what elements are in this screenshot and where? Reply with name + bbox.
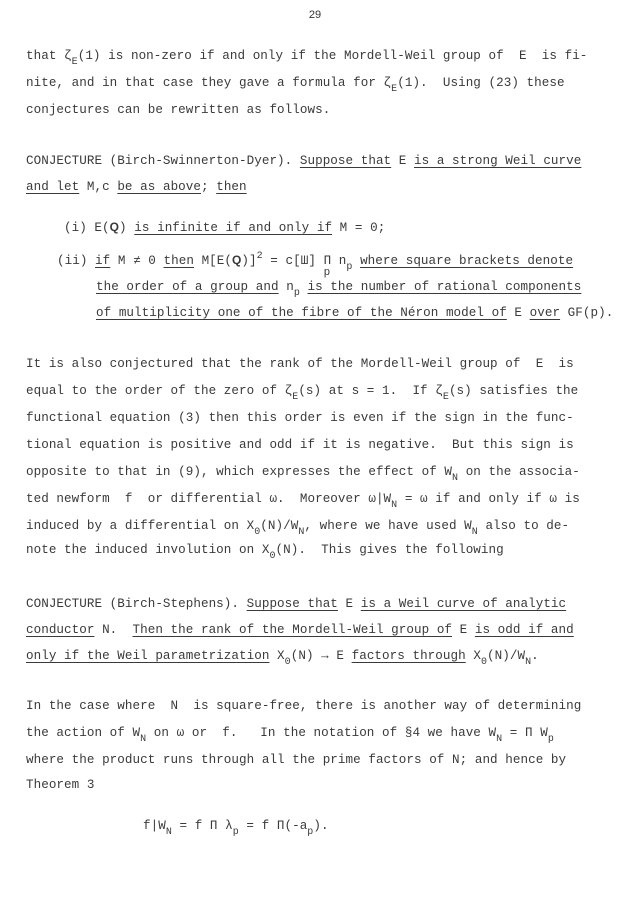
underlined-text: and let bbox=[26, 180, 80, 194]
rationals-symbol: Q bbox=[109, 220, 120, 234]
text: (s) at s = 1. If ζ bbox=[298, 384, 443, 398]
text: on the associa- bbox=[458, 465, 580, 479]
para2-line3: functional equation (3) then this order is even if the sign in the func- bbox=[26, 411, 574, 425]
text: . bbox=[531, 649, 539, 663]
subscript: p bbox=[293, 288, 300, 299]
para3-line2 bbox=[26, 725, 554, 745]
underlined-text: be as above bbox=[117, 180, 201, 194]
text: = f Π(-a bbox=[238, 819, 308, 833]
product-symbol bbox=[323, 253, 332, 279]
underlined-text: where square brackets denote bbox=[360, 254, 574, 268]
conjecture-label: CONJECTURE (Birch-Swinnerton-Dyer). bbox=[26, 154, 300, 168]
item-label: (i) E( bbox=[64, 221, 110, 235]
page-number: 29 bbox=[308, 9, 322, 21]
subscript: 0 bbox=[284, 657, 291, 668]
underlined-text: is infinite if and only if bbox=[134, 221, 333, 235]
subscript: E bbox=[391, 84, 398, 95]
text: the action of W bbox=[26, 726, 141, 740]
text: equal to the order of the zero of ζ bbox=[26, 384, 293, 398]
text: nite, and in that case they gave a formula for ζ bbox=[26, 76, 392, 90]
text bbox=[352, 254, 360, 268]
conjecture-bsd-line2 bbox=[26, 179, 247, 195]
text: (N) → E bbox=[290, 649, 352, 663]
text: (1). Using (23) these bbox=[397, 76, 565, 90]
item-label: (ii) bbox=[57, 254, 96, 268]
text: E bbox=[506, 306, 530, 320]
text: (1) is non-zero if and only if the Mordell-Weil group of E is fi- bbox=[77, 49, 588, 63]
subscript: E bbox=[442, 392, 449, 403]
underlined-text: of multiplicity one of the fibre of the Néron model of bbox=[96, 306, 507, 320]
text: E bbox=[337, 597, 361, 611]
text: = c[Ш] bbox=[262, 254, 324, 268]
conjecture-bsd-item-ii-line2 bbox=[96, 279, 582, 299]
text: (N)/W bbox=[487, 649, 526, 663]
text: M[E( bbox=[193, 254, 233, 268]
underlined-text: if bbox=[95, 254, 111, 268]
text: GF(p). bbox=[560, 306, 614, 320]
text: M ≠ 0 bbox=[110, 254, 164, 268]
superscript: 2 bbox=[256, 251, 263, 262]
text: n bbox=[278, 280, 294, 294]
subscript: E bbox=[71, 57, 78, 68]
product-sign: Π bbox=[323, 254, 332, 268]
text: (s) satisfies the bbox=[448, 384, 579, 398]
subscript: N bbox=[452, 473, 459, 484]
text: opposite to that in (9), which expresses the effect of W bbox=[26, 465, 453, 479]
conjecture-bsd-item-i bbox=[64, 219, 385, 236]
underlined-text: factors through bbox=[351, 649, 466, 663]
text: = ω if and only if ω is bbox=[397, 492, 580, 506]
underlined-text: is a Weil curve of analytic bbox=[360, 597, 567, 611]
text: )] bbox=[241, 254, 257, 268]
text: ; bbox=[201, 180, 217, 194]
text: N. bbox=[94, 623, 133, 637]
text: M = 0; bbox=[332, 221, 386, 235]
text: on ω or f. In the notation of §4 we have W bbox=[146, 726, 497, 740]
text: note the induced involution on X bbox=[26, 543, 270, 557]
text: f|W bbox=[143, 819, 166, 833]
para2-line8 bbox=[26, 542, 504, 562]
para3-line1: In the case where N is square-free, there is another way of determining bbox=[26, 699, 582, 713]
subscript: N bbox=[471, 527, 478, 538]
subscript: 0 bbox=[269, 551, 276, 562]
underlined-text: Suppose that bbox=[299, 154, 392, 168]
text: also to de- bbox=[477, 519, 570, 533]
underlined-text: over bbox=[529, 306, 561, 320]
text: n bbox=[331, 254, 347, 268]
underlined-text: is a strong Weil curve bbox=[414, 154, 582, 168]
rationals-symbol: Q bbox=[232, 253, 242, 267]
subscript: p bbox=[547, 734, 554, 745]
para2-line5 bbox=[26, 464, 580, 484]
text: (N)/W bbox=[260, 519, 299, 533]
text: ted newform f or differential ω. Moreover ω|W bbox=[26, 492, 392, 506]
text: ) bbox=[119, 221, 135, 235]
underlined-text: conductor bbox=[26, 623, 95, 637]
text: induced by a differential on X bbox=[26, 519, 255, 533]
conjecture-bs-line3 bbox=[26, 648, 539, 668]
conjecture-label: CONJECTURE (Birch-Stephens). bbox=[26, 597, 247, 611]
text: = Π W bbox=[502, 726, 548, 740]
para2-line2 bbox=[26, 383, 579, 403]
subscript: p bbox=[232, 827, 239, 838]
underlined-text: then bbox=[163, 254, 194, 268]
display-formula bbox=[143, 818, 329, 838]
subscript: N bbox=[140, 734, 147, 745]
text: E bbox=[391, 154, 414, 168]
underlined-text: Then the rank of the Mordell-Weil group of bbox=[132, 623, 453, 637]
para2-line6 bbox=[26, 491, 580, 511]
text: that ζ bbox=[26, 49, 72, 63]
subscript: N bbox=[298, 527, 305, 538]
para2-line1: It is also conjectured that the rank of the Mordell-Weil group of E is bbox=[26, 357, 574, 371]
conjecture-bsd-line1 bbox=[26, 153, 581, 169]
para1-line1 bbox=[26, 48, 588, 68]
conjecture-bsd-item-ii bbox=[57, 251, 574, 279]
subscript: 0 bbox=[480, 657, 488, 668]
underlined-text: then bbox=[216, 180, 247, 194]
subscript: p bbox=[346, 262, 353, 273]
conjecture-bs-line1 bbox=[26, 596, 566, 612]
para3-line3: where the product runs through all the prime factors of N; and hence by bbox=[26, 753, 567, 767]
underlined-text: is the number of rational components bbox=[307, 280, 582, 294]
subscript: N bbox=[496, 734, 503, 745]
subscript: N bbox=[165, 827, 172, 838]
text: ). bbox=[313, 819, 329, 833]
text: X bbox=[465, 649, 481, 663]
subscript: N bbox=[525, 657, 532, 668]
subscript: 0 bbox=[254, 527, 261, 538]
subscript: E bbox=[292, 392, 299, 403]
para2-line4: tional equation is positive and odd if it is negative. But this sign is bbox=[26, 438, 574, 452]
para1-line2 bbox=[26, 75, 565, 95]
text: (N). This gives the following bbox=[275, 543, 504, 557]
subscript: p bbox=[307, 827, 314, 838]
para3-line4: Theorem 3 bbox=[26, 778, 95, 792]
conjecture-bs-line2 bbox=[26, 622, 574, 638]
underlined-text: Suppose that bbox=[246, 597, 338, 611]
para2-line7 bbox=[26, 518, 570, 538]
conjecture-bsd-item-ii-line3 bbox=[96, 305, 613, 321]
text: E bbox=[452, 623, 475, 637]
subscript: N bbox=[391, 500, 398, 511]
text: , where we have used W bbox=[304, 519, 472, 533]
underlined-text: the order of a group and bbox=[96, 280, 279, 294]
underlined-text: only if the Weil parametrization bbox=[26, 649, 270, 663]
product-index: p bbox=[323, 267, 331, 279]
text: M,c bbox=[79, 180, 118, 194]
para1-line3: conjectures can be rewritten as follows. bbox=[26, 103, 331, 117]
text: X bbox=[269, 649, 285, 663]
underlined-text: is odd if and bbox=[474, 623, 574, 637]
text: = f Π λ bbox=[171, 819, 233, 833]
